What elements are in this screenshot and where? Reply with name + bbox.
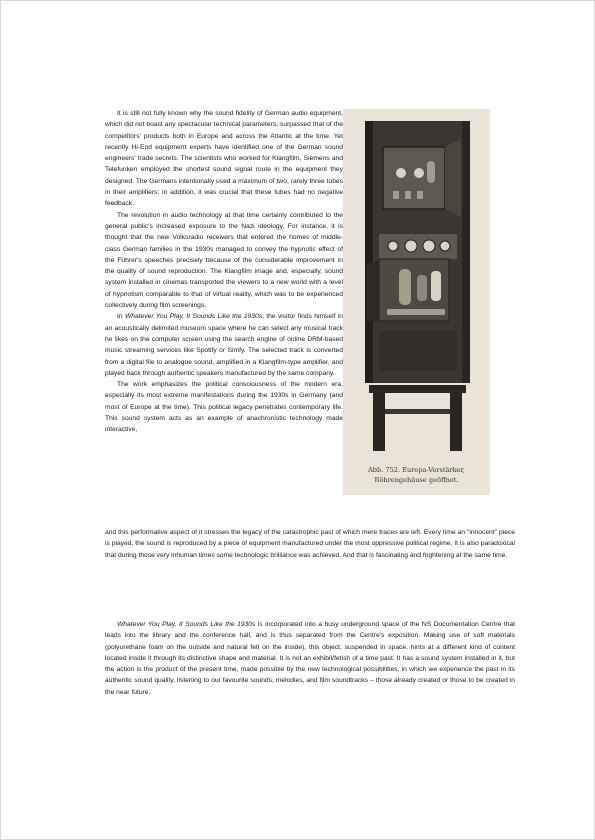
bottom-panel [379,331,457,371]
meter-3 [423,240,435,252]
paragraph-3-lead: In [117,313,125,321]
meter-4 [440,241,450,251]
cabinet-left-rail [365,121,373,383]
stand-crossbar [385,409,450,414]
lower-base-plate [387,309,445,315]
lower-tube-left [399,269,411,305]
caption-line-1: Abb. 752. Europa-Verstärker, [367,466,465,474]
bottom-work-title: Whatever You Play, It Sounds Like the 1930s [117,621,256,628]
paragraph-1: It is still not fully known why the sound fidelity of German audio equipment, which did not boast any spectacular technical parameters, surpassed that of the competitors' products both in Europe and across the Atlantic at the time. Yet recently Hi-End equipment experts have identified one of the German sound engineers' trade secrets. The scientists who worked for Klangfilm, Siemens and Telefunken employed the shortest sound signal route in the equipment they designed. The Germans intentionally used a maximum of two, rarely three tubes in their amplifiers; in addition, it was crucial that these tubes had no negative feedback. [105,110,343,208]
stand-leg-left [373,393,385,451]
upper-compartment [383,147,445,209]
stand-top [369,385,466,393]
upper-socket-1 [393,191,399,199]
paragraph-4: The work emphasizes the political consciousness of the modern era, especially its most extreme manifestations during the 1930s in Germany (and most of Europe at the time). This political legacy penetrates contemporary life. This sound system acts as an example of anachronistic technology made interactive, [105,381,343,434]
paragraph-3 [105,311,343,379]
paragraph-6 [105,619,515,698]
meter-2 [405,240,417,252]
cabinet-right-rail [462,121,470,383]
full-width-text [105,527,515,561]
bottom-text [105,619,515,698]
upper-door [445,139,461,217]
upper-socket-3 [417,191,423,199]
paragraph-2: The revolution in audio technology at that time certainly contributed to the general public's increased exposure to the Nazi ideology. For instance, it is thought that the new Volksradio receivers that entered the homes of middle-class German families in the 1930s managed to convey the hypnotic effect of the Führer's speeches precisely because of the considerable improvement in the quality of sound reproduction. The Klangfilm image and, especially, sound system installed in cinemas transported the viewers to a new world with a level of hypnotism comparable to that of virtual reality, which was to be experienced collectively during film screenings. [105,211,343,310]
meter-1 [388,241,398,251]
paragraph-3-rest: , the visitor finds himself in an acoustically delimited museum space where he can select any musical track he likes on the computer screen using the search engine of online DRM-based music streaming services like Spotify or Simfy. The selected track is converted from a digital file to analogue sound, amplified in a Klangfilm-type amplifier, and played back through authentic speakers manufactured by the same company. [105,313,344,377]
upper-knob-right [414,168,424,178]
lower-tube-right [431,271,441,301]
amplifier-photo [343,109,490,495]
upper-knob-left [396,168,406,178]
text-column [105,108,343,436]
lower-tube-center [417,275,427,301]
stand-leg-right [450,393,462,451]
upper-tube [427,161,435,183]
paragraph-5: and this performative aspect of it stresses the legacy of the catastrophic past of which mere traces are left. Every time an "innocent" piece is played, the sound is reproduced by a piece of equipment manufactured under the most oppressive political regime. It is also paradoxical that during those very inhuman times some technologic brilliance was achieved. And that is fascinating and frightening at the same time. [105,529,515,559]
bottom-paragraph-text: is incorporated into a busy underground space of the NS Documentation Centre that leads into the library and the conference hall, and is thus separated from the Centre's exposition. Making use of soft materials (polyurethane foam on the outside and natural felt on the inside), this object, suspended in space, hints at a different kind of content located inside it through its distinctive shape and material. It is not an exhibit/fetish of a time past. It has a sound system installed in it, but the action is the product of the present time, made possible by the new technological possibilities, in which we experience the past in its authentic sound quality, listening to our favourite sounds, melodies, and film soundtracks – those already created or those to be created in the near future. [105,621,515,696]
photo-caption [343,465,490,485]
amplifier-illustration [343,109,490,459]
work-title: Whatever You Play, It Sounds Like the 1930s [124,313,263,321]
caption-line-2: Röhrengehäuse geöffnet. [374,476,459,484]
upper-socket-2 [405,191,411,199]
lower-door [367,259,379,321]
